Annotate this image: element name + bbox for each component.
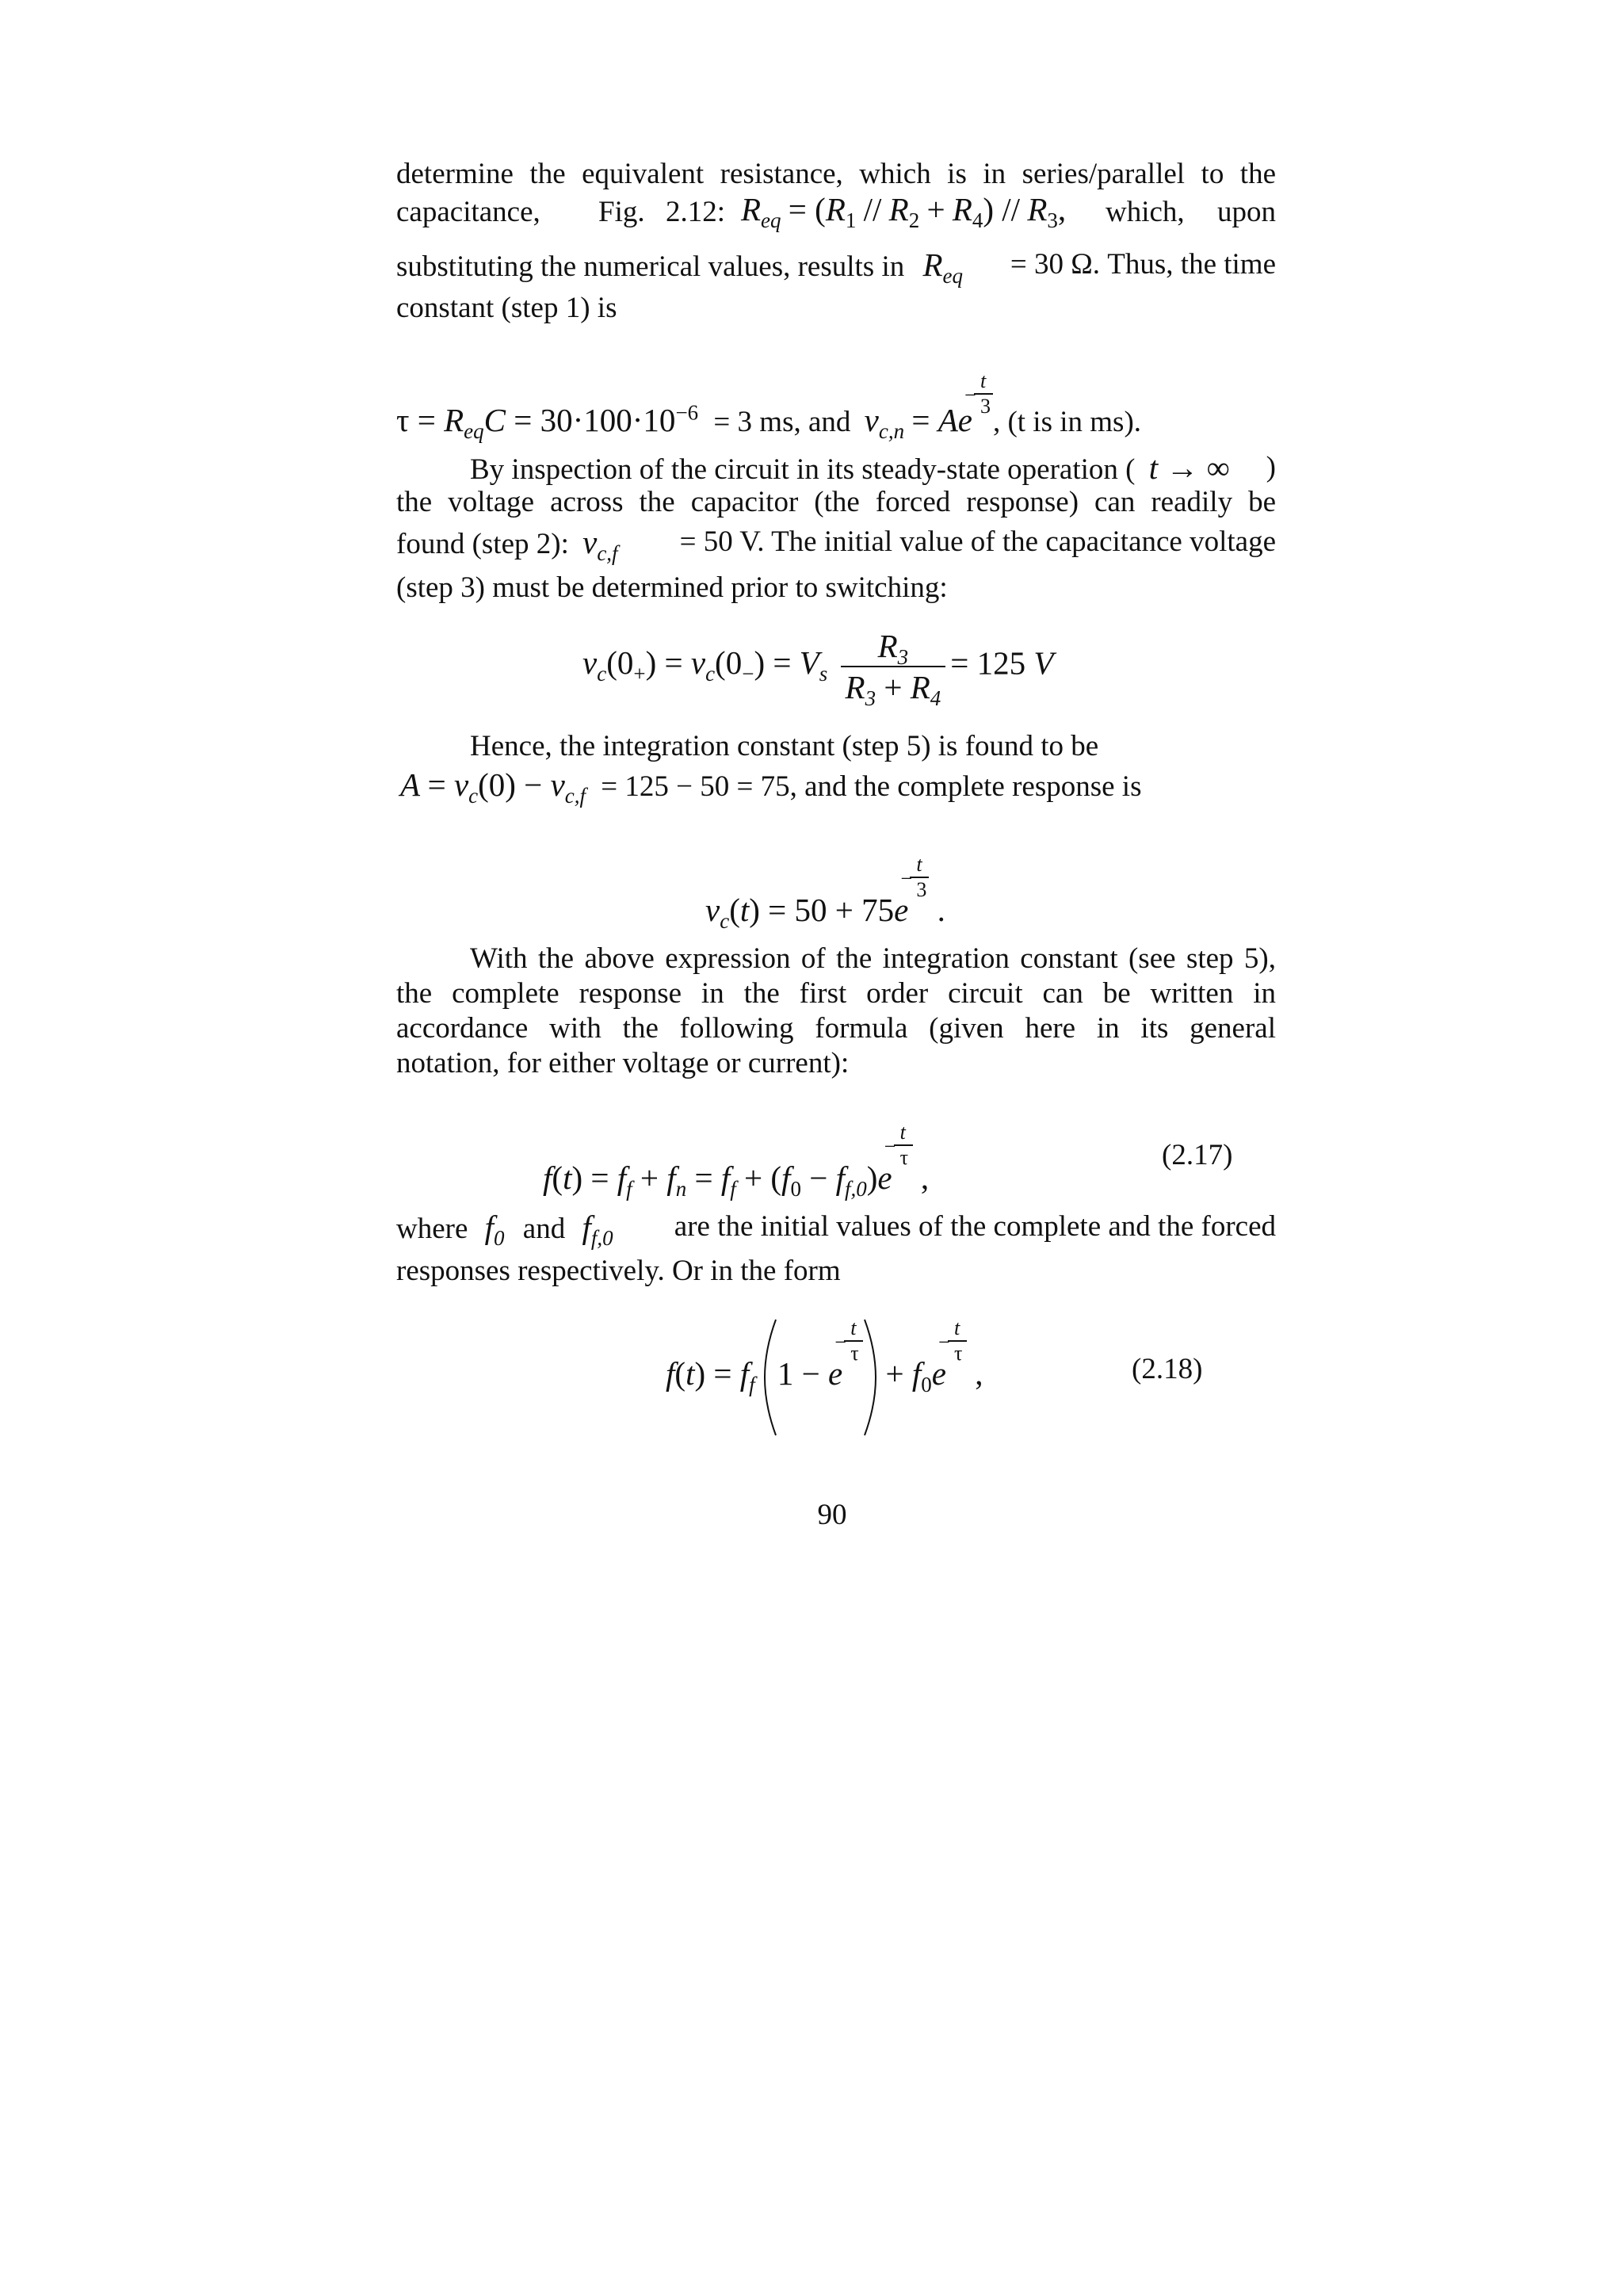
paragraph-line: the voltage across the capacitor (the forced response) can readily be: [396, 486, 1276, 518]
text-fragment: Fig.: [598, 196, 645, 228]
exponent-fraction: − t 3: [908, 867, 929, 902]
paragraph-line: determine the equivalent resistance, which is in series/parallel to the: [396, 158, 1276, 190]
paragraph-line: (step 3) must be determined prior to switching:: [396, 571, 948, 604]
paragraph-line: [396, 450, 1276, 487]
page-number: 90: [817, 1499, 847, 1531]
paragraph-line: accordance with the following formula (given here in its general: [396, 1012, 1276, 1045]
text-fragment: found (step 2):: [396, 528, 569, 560]
left-paren: [763, 1318, 777, 1437]
initial-value-equation: $v_c(0_+) = v_c(0_-) = V_s$ $\frac{R_3}{R_3 + R_4}$ = 125 V: [582, 628, 1054, 710]
text-fragment: 2.12:: [666, 196, 726, 228]
tau-formula: $\tau = R_{eq}C = 30\cdot 100\cdot 10^{-6}$: [396, 400, 699, 443]
text-fragment: substituting the numerical values, results in: [396, 250, 905, 283]
text-fragment: = 30 Ω. Thus, the time: [1010, 248, 1276, 281]
paragraph-line: Hence, the integration constant (step 5) is found to be: [470, 730, 1099, 762]
f0-symbol: $f_0$: [484, 1209, 505, 1250]
exponent-fraction: − t τ: [842, 1331, 863, 1366]
exponent-fraction: − t τ: [892, 1135, 913, 1170]
paragraph-line: With the above expression of the integration constant (see step 5),: [470, 942, 1276, 975]
text-fragment: = 3 ms, and: [713, 406, 851, 438]
equation-2-17: $f(t) = f_f + f_n = f_f + (f_0 - f_{f,0})e$ − t τ ,: [543, 1121, 930, 1201]
equation-number: (2.17): [1162, 1139, 1233, 1171]
text-fragment: By inspection of the circuit in its steady-state operation (: [470, 453, 1136, 486]
ff0-symbol: $f_{f,0}$: [582, 1209, 613, 1250]
text-fragment: capacitance,: [396, 196, 540, 228]
paragraph-line: the complete response in the first order circuit can be written in: [396, 977, 1276, 1010]
req-formula: $R_{eq} = (R_1 // R_2 + R_4) // R_3$,: [741, 191, 1067, 232]
tau-formula-line: $\tau = R_{eq}C = 30\cdot 100\cdot 10^{-6} = 3$ ms, and $v_{c,n} = Ae$ − t 3 , (t is in ms).: [396, 369, 1142, 443]
exponent-fraction: − t 3: [972, 384, 993, 418]
text-fragment: are the initial values of the complete and the forced: [674, 1210, 1276, 1243]
paragraph-line: [396, 246, 1276, 288]
paragraph-line: [396, 524, 1276, 565]
exponent-fraction: − t τ: [946, 1331, 967, 1366]
limit-expression: t → ∞: [1148, 449, 1230, 486]
vcf-symbol: $v_{c,f}$: [582, 524, 618, 565]
vcn-formula: $v_{c,n}$: [864, 402, 905, 443]
text-fragment: , (t is in ms).: [992, 406, 1142, 438]
equation-number: (2.18): [1132, 1353, 1203, 1385]
paragraph-line: responses respectively. Or in the form: [396, 1255, 841, 1287]
paragraph-line: [400, 766, 1280, 808]
complete-response-equation: $v_c(t) = 50 + 75e$ − t 3 .: [705, 853, 945, 933]
integration-constant-formula: $A = v_c(0) - v_{c,f}$: [400, 766, 586, 808]
text-fragment: and: [522, 1213, 566, 1245]
paragraph-line: [396, 1209, 1276, 1250]
paragraph-line: notation, for either voltage or current):: [396, 1047, 850, 1079]
text-fragment: = 125 − 50 = 75, and the complete response is: [601, 770, 1142, 803]
text-fragment: upon: [1217, 196, 1276, 228]
equation-2-18: $f(t) = f_f$ 1 − e − t τ + $f_0e$ − t τ ,: [666, 1314, 983, 1433]
text-fragment: which,: [1106, 196, 1185, 228]
text-fragment: = 50 V. The initial value of the capacitance voltage: [679, 525, 1276, 558]
voltage-divider-fraction: $\frac{R_3}{R_3 + R_4}$: [841, 626, 946, 707]
right-paren: [863, 1318, 877, 1437]
paragraph-line: constant (step 1) is: [396, 292, 617, 324]
text-fragment: ): [1266, 451, 1276, 483]
req-symbol: $R_{eq}$: [922, 246, 964, 288]
text-fragment: where: [396, 1213, 468, 1245]
